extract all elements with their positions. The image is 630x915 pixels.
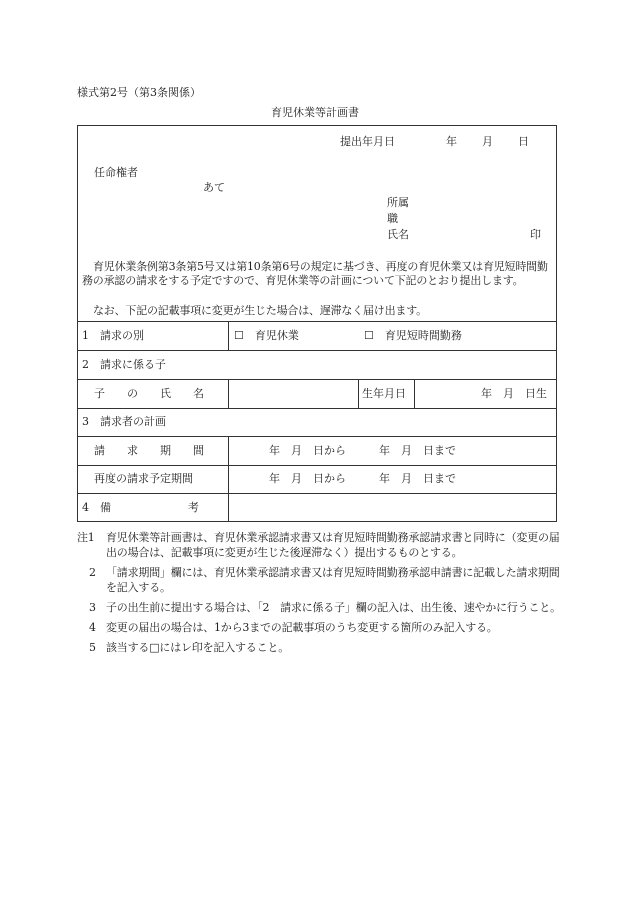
- submission-date-label: 提出年月日: [340, 135, 395, 148]
- note-text: 変更の届出の場合は、1から3までの記載事項のうち変更する箇所のみ記入する。: [106, 621, 498, 634]
- note-text: 子の出生前に提出する場合は、「2 請求に係る子」欄の記入は、出生後、速やかに行うこと。: [106, 601, 561, 614]
- remarks-label: 備 考: [100, 501, 199, 514]
- column-divider: [228, 379, 229, 408]
- applicant-name-label: 氏名: [387, 228, 409, 241]
- short-hours-checkbox[interactable]: ☐ 育児短時間勤務: [364, 329, 462, 342]
- note-text: 「請求期間」欄には、育児休業承認請求書又は育児短時間勤務承認申請書に記載した請求期間を記入する。: [106, 566, 560, 594]
- note-item: [77, 620, 567, 635]
- plan-section-label: 3 請求者の計画: [82, 415, 166, 428]
- note-number: 注1: [77, 531, 95, 544]
- notes-section: [77, 530, 567, 660]
- birth-date-value: 年 月 日生: [481, 387, 547, 400]
- note-item: [77, 640, 567, 655]
- document-title: 育児休業等計画書: [271, 106, 359, 119]
- request-type-label: 1 請求の別: [82, 329, 144, 342]
- child-name-label: 子 の 氏 名: [94, 387, 204, 400]
- re-request-period-label: 再度の請求予定期間: [94, 472, 193, 485]
- remarks-number: 4: [82, 501, 89, 514]
- addressee-suffix: あて: [203, 181, 225, 194]
- re-request-period-value: 年 月 日から 年 月 日まで: [269, 472, 456, 485]
- row-divider: [78, 408, 556, 409]
- birth-date-label: 生年月日: [362, 387, 406, 400]
- position-label: 職: [387, 212, 398, 225]
- intro-paragraph: 育児休業条例第3条第5号又は第10条第6号の規定に基づき、再度の育児休業又は育児短時間勤務の承認の請求をする予定ですので、育児休業等の計画について下記のとおり提出します。: [82, 260, 548, 287]
- column-divider: [358, 379, 359, 408]
- note-number: 2: [89, 566, 96, 579]
- row-divider: [78, 379, 556, 380]
- date-year-label: 年: [446, 135, 457, 148]
- appointing-authority-label: 任命権者: [94, 166, 138, 179]
- row-divider: [78, 350, 556, 351]
- note-item: [77, 530, 567, 560]
- row-divider: [78, 321, 556, 322]
- child-section-label: 2 請求に係る子: [82, 358, 166, 371]
- note-number: 3: [89, 601, 96, 614]
- request-period-label: 請 求 期 間: [94, 444, 204, 457]
- request-period-value: 年 月 日から 年 月 日まで: [269, 444, 456, 457]
- date-month-label: 月: [482, 135, 493, 148]
- note-number: 4: [89, 621, 96, 634]
- note-item: [77, 565, 567, 595]
- note-text: 育児休業等計画書は、育児休業承認請求書又は育児短時間勤務承認請求書と同時に（変更の届出の場合は、記載事項に変更が生じた後遅滞なく）提出するものとする。: [106, 531, 560, 559]
- row-divider: [78, 465, 556, 466]
- childcare-leave-checkbox[interactable]: ☐ 育児休業: [234, 329, 299, 342]
- note-number: 5: [89, 641, 96, 654]
- note-item: [77, 600, 567, 615]
- seal-mark: 印: [530, 228, 541, 241]
- row-divider: [78, 436, 556, 437]
- affiliation-label: 所属: [387, 196, 409, 209]
- column-divider: [414, 379, 415, 408]
- row-divider: [78, 493, 556, 494]
- intro-paragraph-2: なお、下記の記載事項に変更が生じた場合は、遅滞なく届け出ます。: [93, 304, 427, 317]
- date-day-label: 日: [518, 135, 529, 148]
- column-divider: [228, 436, 229, 522]
- note-text: 該当する□にはレ印を記入すること。: [106, 641, 289, 654]
- plan-form-table: [77, 125, 557, 522]
- form-number: 様式第2号（第3条関係）: [77, 86, 201, 99]
- column-divider: [228, 321, 229, 350]
